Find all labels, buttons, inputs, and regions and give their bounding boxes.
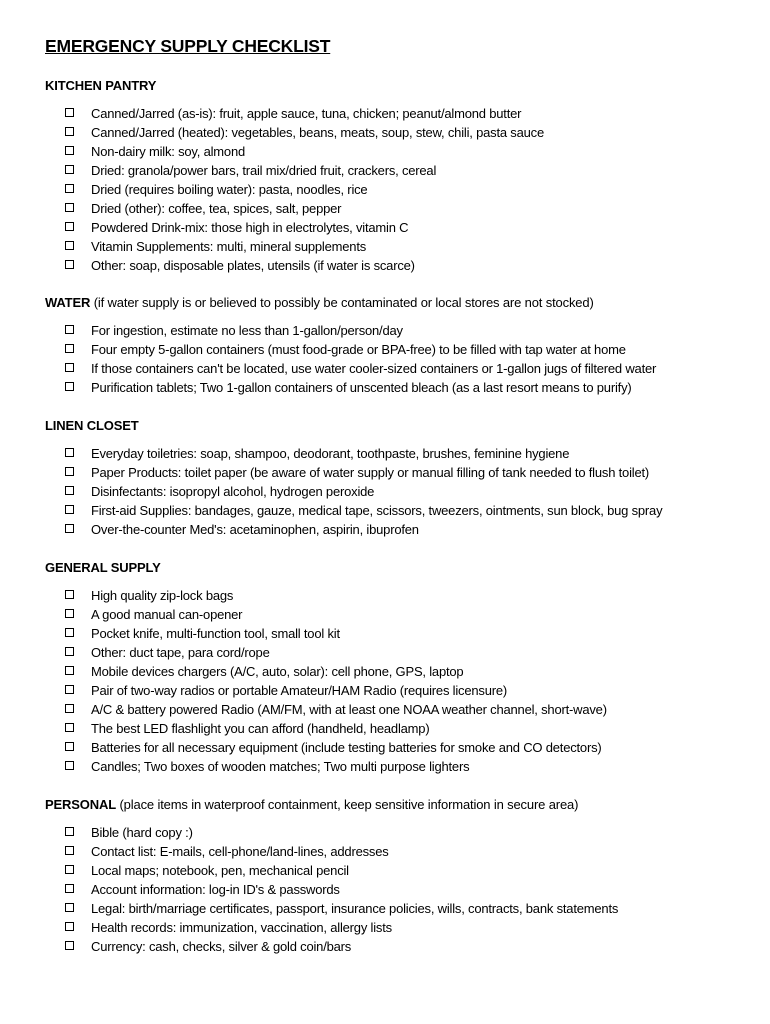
- checkbox[interactable]: [65, 363, 74, 372]
- checklist-item: [45, 842, 735, 861]
- checklist-item: [45, 199, 735, 218]
- checklist-item-label: Four empty 5-gallon containers (must food-grade or BPA-free) to be filled with tap water at home: [91, 342, 626, 357]
- checkbox[interactable]: [65, 903, 74, 912]
- checkbox[interactable]: [65, 666, 74, 675]
- section-heading-label: LINEN CLOSET: [45, 418, 139, 433]
- checkbox[interactable]: [65, 723, 74, 732]
- checklist-item-label: Canned/Jarred (heated): vegetables, beans, meats, soup, stew, chili, pasta sauce: [91, 125, 544, 140]
- section-heading: [45, 76, 735, 95]
- checklist-item: [45, 123, 735, 142]
- checkbox[interactable]: [65, 609, 74, 618]
- checklist-item: [45, 321, 735, 340]
- checklist-item-label: Purification tablets; Two 1-gallon containers of unscented bleach (as a last resort means to purify): [91, 380, 632, 395]
- checklist-item: [45, 823, 735, 842]
- checklist-item-label: First-aid Supplies: bandages, gauze, medical tape, scissors, tweezers, ointments, sun block, bug spray: [91, 503, 663, 518]
- checklist-item: [45, 918, 735, 937]
- checkbox[interactable]: [65, 184, 74, 193]
- checklist-item: [45, 880, 735, 899]
- section-water: [45, 293, 735, 397]
- section-heading-label: WATER: [45, 295, 91, 310]
- checklist-item-label: Local maps; notebook, pen, mechanical pencil: [91, 863, 349, 878]
- checklist-item-label: Canned/Jarred (as-is): fruit, apple sauce, tuna, chicken; peanut/almond butter: [91, 106, 522, 121]
- checklist-item: [45, 624, 735, 643]
- checklist-item-label: Mobile devices chargers (A/C, auto, solar): cell phone, GPS, laptop: [91, 664, 464, 679]
- checklist-item-label: Non-dairy milk: soy, almond: [91, 144, 246, 159]
- checkbox[interactable]: [65, 827, 74, 836]
- checkbox[interactable]: [65, 222, 74, 231]
- checklist-item: [45, 719, 735, 738]
- section-heading: [45, 416, 735, 435]
- checklist-item-label: Dried (other): coffee, tea, spices, salt, pepper: [91, 201, 342, 216]
- section-heading: [45, 558, 735, 577]
- checkbox[interactable]: [65, 127, 74, 136]
- checklist-items: [45, 321, 735, 397]
- checklist-item-label: Bible (hard copy :): [91, 825, 193, 840]
- checklist-items: [45, 444, 735, 539]
- checklist-item-label: For ingestion, estimate no less than 1-gallon/person/day: [91, 323, 403, 338]
- section-heading-note: (if water supply is or believed to possibly be contaminated or local stores are not stocked): [90, 295, 594, 310]
- checkbox[interactable]: [65, 941, 74, 950]
- checklist-item: [45, 378, 735, 397]
- section-general-supply: [45, 558, 735, 776]
- section-heading-note: (place items in waterproof containment, keep sensitive information in secure area): [116, 797, 579, 812]
- checklist-items: [45, 104, 735, 275]
- checklist-item: [45, 104, 735, 123]
- checklist-items: [45, 823, 735, 956]
- checkbox[interactable]: [65, 685, 74, 694]
- checkbox[interactable]: [65, 325, 74, 334]
- checkbox[interactable]: [65, 241, 74, 250]
- checklist-item-label: High quality zip-lock bags: [91, 588, 234, 603]
- checklist-item-label: Everyday toiletries: soap, shampoo, deodorant, toothpaste, brushes, feminine hygiene: [91, 446, 570, 461]
- section-linen-closet: [45, 416, 735, 539]
- checklist-item-label: Dried: granola/power bars, trail mix/dried fruit, crackers, cereal: [91, 163, 437, 178]
- section-personal: [45, 795, 735, 956]
- checkbox[interactable]: [65, 203, 74, 212]
- section-heading-label: KITCHEN PANTRY: [45, 78, 157, 93]
- checklist-item: [45, 142, 735, 161]
- checklist-item: [45, 643, 735, 662]
- checkbox[interactable]: [65, 524, 74, 533]
- checklist-item-label: Batteries for all necessary equipment (include testing batteries for smoke and CO detectors): [91, 740, 602, 755]
- checklist-item: [45, 482, 735, 501]
- checklist-item-label: The best LED flashlight you can afford (handheld, headlamp): [91, 721, 430, 736]
- checklist-item: [45, 586, 735, 605]
- checkbox[interactable]: [65, 742, 74, 751]
- checkbox[interactable]: [65, 165, 74, 174]
- checklist-item: [45, 180, 735, 199]
- checklist-item-label: Other: soap, disposable plates, utensils (if water is scarce): [91, 258, 415, 273]
- checklist-item-label: Account information: log-in ID's & passwords: [91, 882, 340, 897]
- section-heading: [45, 293, 735, 312]
- checkbox[interactable]: [65, 884, 74, 893]
- checkbox[interactable]: [65, 846, 74, 855]
- checkbox[interactable]: [65, 448, 74, 457]
- checkbox[interactable]: [65, 505, 74, 514]
- page-title: EMERGENCY SUPPLY CHECKLIST: [45, 36, 331, 56]
- checklist-item-label: Health records: immunization, vaccination, allergy lists: [91, 920, 392, 935]
- checkbox[interactable]: [65, 467, 74, 476]
- checklist-items: [45, 586, 735, 776]
- checklist-item: [45, 340, 735, 359]
- checklist-item-label: Contact list: E-mails, cell-phone/land-lines, addresses: [91, 844, 389, 859]
- checklist-item-label: Disinfectants: isopropyl alcohol, hydrogen peroxide: [91, 484, 375, 499]
- checklist-item-label: If those containers can't be located, use water cooler-sized containers or 1-gallon jugs of filtered water: [91, 361, 657, 376]
- checklist-item-label: A/C & battery powered Radio (AM/FM, with at least one NOAA weather channel, short-wave): [91, 702, 607, 717]
- checkbox[interactable]: [65, 146, 74, 155]
- checklist-item-label: Over-the-counter Med's: acetaminophen, aspirin, ibuprofen: [91, 522, 419, 537]
- checkbox[interactable]: [65, 922, 74, 931]
- checklist-item-label: Pocket knife, multi-function tool, small tool kit: [91, 626, 340, 641]
- section-heading-label: PERSONAL: [45, 797, 117, 812]
- checklist-item: [45, 605, 735, 624]
- section-heading: [45, 795, 735, 814]
- checklist-item: [45, 256, 735, 275]
- checkbox[interactable]: [65, 344, 74, 353]
- checklist-item-label: Currency: cash, checks, silver & gold coin/bars: [91, 939, 352, 954]
- checklist-item-label: Pair of two-way radios or portable Amateur/HAM Radio (requires licensure): [91, 683, 508, 698]
- checklist-item: [45, 662, 735, 681]
- checklist-item: [45, 681, 735, 700]
- checklist-item-label: Powdered Drink-mix: those high in electrolytes, vitamin C: [91, 220, 409, 235]
- checklist-item: [45, 700, 735, 719]
- checklist-item: [45, 463, 735, 482]
- checkbox[interactable]: [65, 108, 74, 117]
- checklist-item: [45, 359, 735, 378]
- checklist-item: [45, 738, 735, 757]
- checkbox[interactable]: [65, 590, 74, 599]
- checklist-item-label: Paper Products: toilet paper (be aware of water supply or manual filling of tank needed to flush toilet): [91, 465, 650, 480]
- checklist-item: [45, 757, 735, 776]
- checklist-item: [45, 444, 735, 463]
- checklist-item: [45, 861, 735, 880]
- checkbox[interactable]: [65, 486, 74, 495]
- checkbox[interactable]: [65, 628, 74, 637]
- checkbox[interactable]: [65, 260, 74, 269]
- checklist-item-label: Other: duct tape, para cord/rope: [91, 645, 270, 660]
- checkbox[interactable]: [65, 865, 74, 874]
- checklist-item: [45, 501, 735, 520]
- checklist-item-label: Dried (requires boiling water): pasta, noodles, rice: [91, 182, 368, 197]
- checkbox[interactable]: [65, 647, 74, 656]
- checklist-item: [45, 937, 735, 956]
- checklist-item-label: Legal: birth/marriage certificates, passport, insurance policies, wills, contracts, bank statements: [91, 901, 619, 916]
- checkbox[interactable]: [65, 704, 74, 713]
- checklist-item: [45, 161, 735, 180]
- section-heading-label: GENERAL SUPPLY: [45, 560, 161, 575]
- checklist-item: [45, 237, 735, 256]
- checkbox[interactable]: [65, 761, 74, 770]
- checklist-item-label: Candles; Two boxes of wooden matches; Two multi purpose lighters: [91, 759, 470, 774]
- checkbox[interactable]: [65, 382, 74, 391]
- checklist-item: [45, 520, 735, 539]
- checklist-item-label: A good manual can-opener: [91, 607, 243, 622]
- checklist-item: [45, 218, 735, 237]
- checklist-item: [45, 899, 735, 918]
- section-kitchen-pantry: [45, 76, 735, 275]
- checklist-item-label: Vitamin Supplements: multi, mineral supplements: [91, 239, 367, 254]
